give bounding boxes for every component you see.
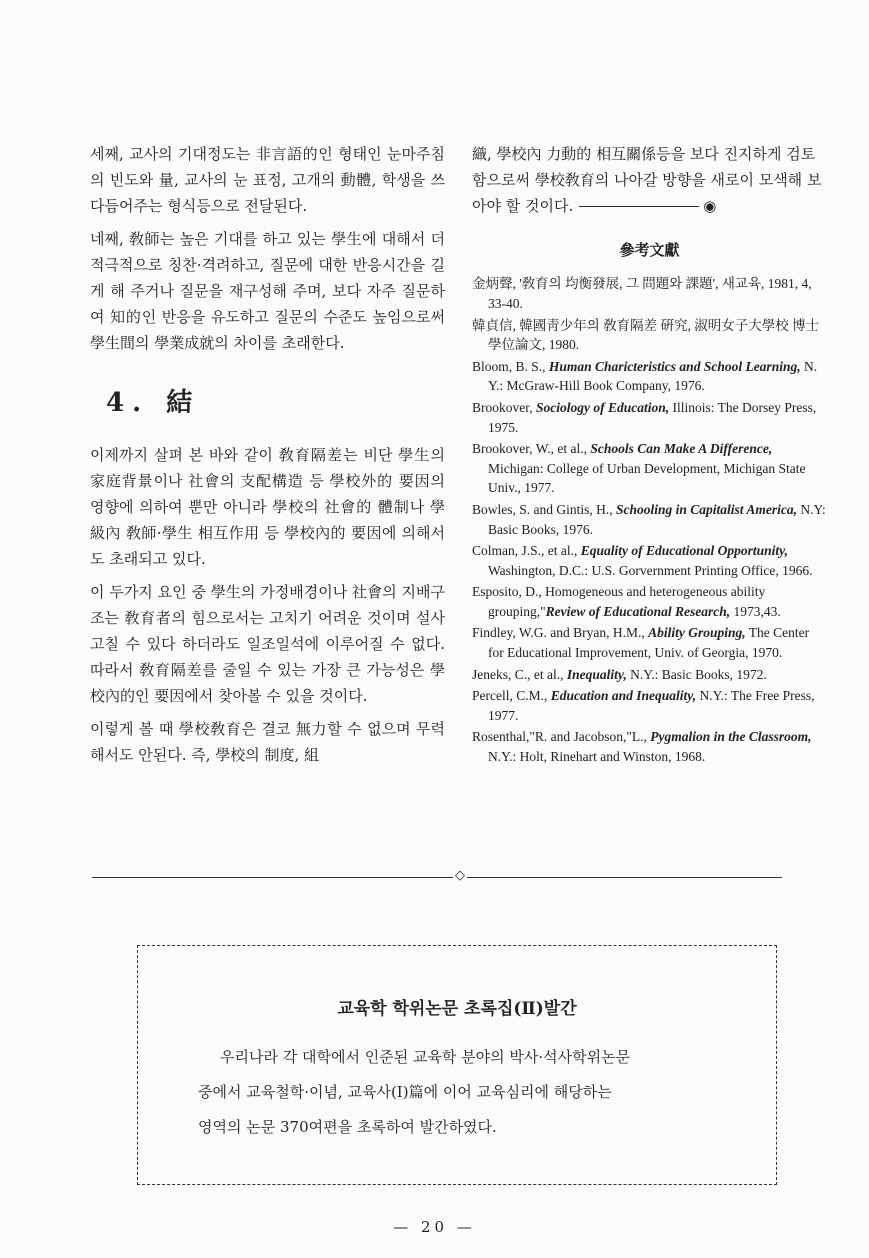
reference-after-text: 1973,43.: [730, 603, 781, 619]
reference-item: [472, 541, 827, 580]
reference-italic-text: Equality of Educational Opportunity,: [580, 543, 789, 559]
reference-item: [472, 357, 827, 396]
reference-item: [472, 316, 827, 355]
references-list: [472, 274, 827, 766]
reference-before-text: Colman, J.S., et al.,: [472, 543, 581, 559]
paragraph-conclusion-2: 이 두가지 요인 중 學生의 가정배경이나 社會의 지배구조는 敎育者의 힘으로서는 고치기 어려운 것이며 설사 고칠 수 있다 하더라도 일조일석에 이루어질 수 없다. 따라서 敎育隔差를 줄일 수 있는 가장 큰 가능성은 學校內的인 要因에서 찾아볼 수 있을 것이다.: [90, 583, 445, 705]
reference-item: [472, 274, 827, 313]
paragraph-conclusion-3: 이렇게 볼 때 學校敎育은 결코 無力할 수 없으며 무력해서도 안된다. 즉, 學校의 制度, 組: [90, 720, 445, 765]
reference-italic-text: Review of Educational Research,: [545, 603, 731, 619]
reference-after-text: N.Y.: Holt, Rinehart and Winston, 1968.: [488, 749, 706, 765]
reference-before-text: Brookover,: [472, 399, 536, 415]
paragraph-conclusion-1: 이제까지 살펴 본 바와 같이 敎育隔差는 비단 學生의 家庭背景이나 社會의 支配構造 등 學校外的 要因의 영향에 의하여 뿐만 아니라 學校의 社會的 體制나 學級內 敎師·學生 相互作用 등 學校內的 要因에 의해서도 초래되고 있다.: [90, 446, 445, 568]
left-column: [90, 142, 445, 769]
reference-italic-text: Education and Inequality,: [550, 688, 697, 704]
reference-before-text: Findley, W.G. and Bryan, H.M.,: [472, 625, 649, 641]
reference-after-text: N.Y: Basic Books, 1976.: [488, 501, 826, 537]
paragraph-third-point: 세째, 교사의 기대정도는 非言語的인 형태인 눈마주침의 빈도와 量, 교사의 눈 표정, 고개의 動體, 학생을 쓰다듬어주는 형식등으로 전달된다.: [90, 145, 445, 215]
reference-after-text: Illinois: The Dorsey Press, 1975.: [488, 399, 817, 435]
notice-line-1: 우리나라 각 대학에서 인준된 교육학 분야의 박사·석사학위논문: [220, 1048, 631, 1066]
reference-italic-text: Human Charicteristics and School Learning,: [548, 358, 801, 374]
reference-item: [472, 439, 827, 498]
notice-box: [137, 945, 777, 1185]
reference-italic-text: Inequality,: [566, 666, 627, 682]
reference-before-text: 金炳聲, '敎育의 均衡發展, 그 問題와 課題', 새교육, 1981, 4, 33-40.: [472, 276, 812, 311]
reference-item: [472, 665, 827, 685]
notice-title: 교육학 학위논문 초록집(Ⅱ)발간: [337, 999, 577, 1019]
reference-item: [472, 398, 827, 437]
reference-before-text: Esposito, D., Homogeneous and heterogeneous ability grouping,": [472, 584, 766, 619]
reference-before-text: Percell, C.M.,: [472, 688, 551, 704]
reference-after-text: N.Y.: Basic Books, 1972.: [626, 666, 767, 682]
reference-item: [472, 500, 827, 539]
separator-diamond-icon: ◇: [455, 868, 465, 883]
reference-italic-text: Sociology of Education,: [535, 399, 670, 415]
reference-italic-text: Ability Grouping,: [648, 625, 746, 641]
reference-before-text: 韓貞信, 韓國靑少年의 敎育隔差 硏究, 淑明女子大學校 博士學位論文, 1980.: [472, 317, 820, 353]
right-column: [472, 142, 827, 769]
paragraph-continued-text: 織, 學校內 力動的 相互關係등을 보다 진지하게 검토함으로써 學校敎育의 나아갈 방향을 새로이 모색해 보아야 할 것이다.: [472, 145, 822, 215]
reference-item: [472, 686, 827, 725]
reference-italic-text: Schools Can Make A Difference,: [590, 441, 773, 457]
references-title: 參考文獻: [619, 241, 680, 260]
paragraph-fourth-point: 네째, 敎師는 높은 기대를 하고 있는 學生에 대해서 더 적극적으로 칭찬·격려하고, 질문에 대한 반응시간을 길게 해 주거나 질문을 재구성해 주며, 보다 자주 질문하여 知的인 반응을 유도하고 질문의 수준도 높임으로써 學生間의 學業成就의 차이를 초래한다.: [90, 230, 445, 352]
page-number: — 20 —: [393, 1218, 476, 1236]
reference-before-text: Bloom, B. S.,: [472, 358, 549, 374]
reference-item: [472, 623, 827, 662]
reference-before-text: Rosenthal,"R. and Jacobson,"L.,: [472, 729, 651, 745]
reference-before-text: Bowles, S. and Gintis, H.,: [472, 501, 617, 517]
separator-line: [92, 877, 782, 878]
paragraph-continued: [472, 142, 827, 219]
end-symbol: ◉: [703, 196, 717, 215]
reference-item: [472, 582, 827, 621]
end-line: [579, 206, 699, 207]
notice-line-2: 중에서 교육철학·이념, 교육사(Ⅰ)篇에 이어 교육심리에 해당하는: [198, 1083, 612, 1101]
reference-after-text: The Center for Educational Improvement, Univ. of Georgia, 1970.: [488, 625, 810, 661]
reference-after-text: Washington, D.C.: U.S. Gorvernment Printing Office, 1966.: [488, 562, 813, 578]
reference-italic-text: Schooling in Capitalist America,: [616, 501, 798, 517]
reference-italic-text: Pygmalion in the Classroom,: [650, 729, 812, 745]
notice-line-3: 영역의 논문 370여편을 초록하여 발간하였다.: [198, 1118, 497, 1136]
reference-before-text: Jeneks, C., et al.,: [472, 666, 567, 682]
section-heading-conclusion: 4. 結: [106, 388, 201, 419]
reference-before-text: Brookover, W., et al.,: [472, 441, 591, 457]
reference-after-text: N.Y.: The Free Press, 1977.: [488, 688, 815, 723]
notice-body: [198, 1040, 728, 1145]
reference-after-text: N. Y.: McGraw-Hill Book Company, 1976.: [488, 358, 818, 394]
reference-after-text: Michigan: College of Urban Development, Michigan State Univ., 1977.: [488, 460, 806, 496]
reference-item: [472, 727, 827, 766]
